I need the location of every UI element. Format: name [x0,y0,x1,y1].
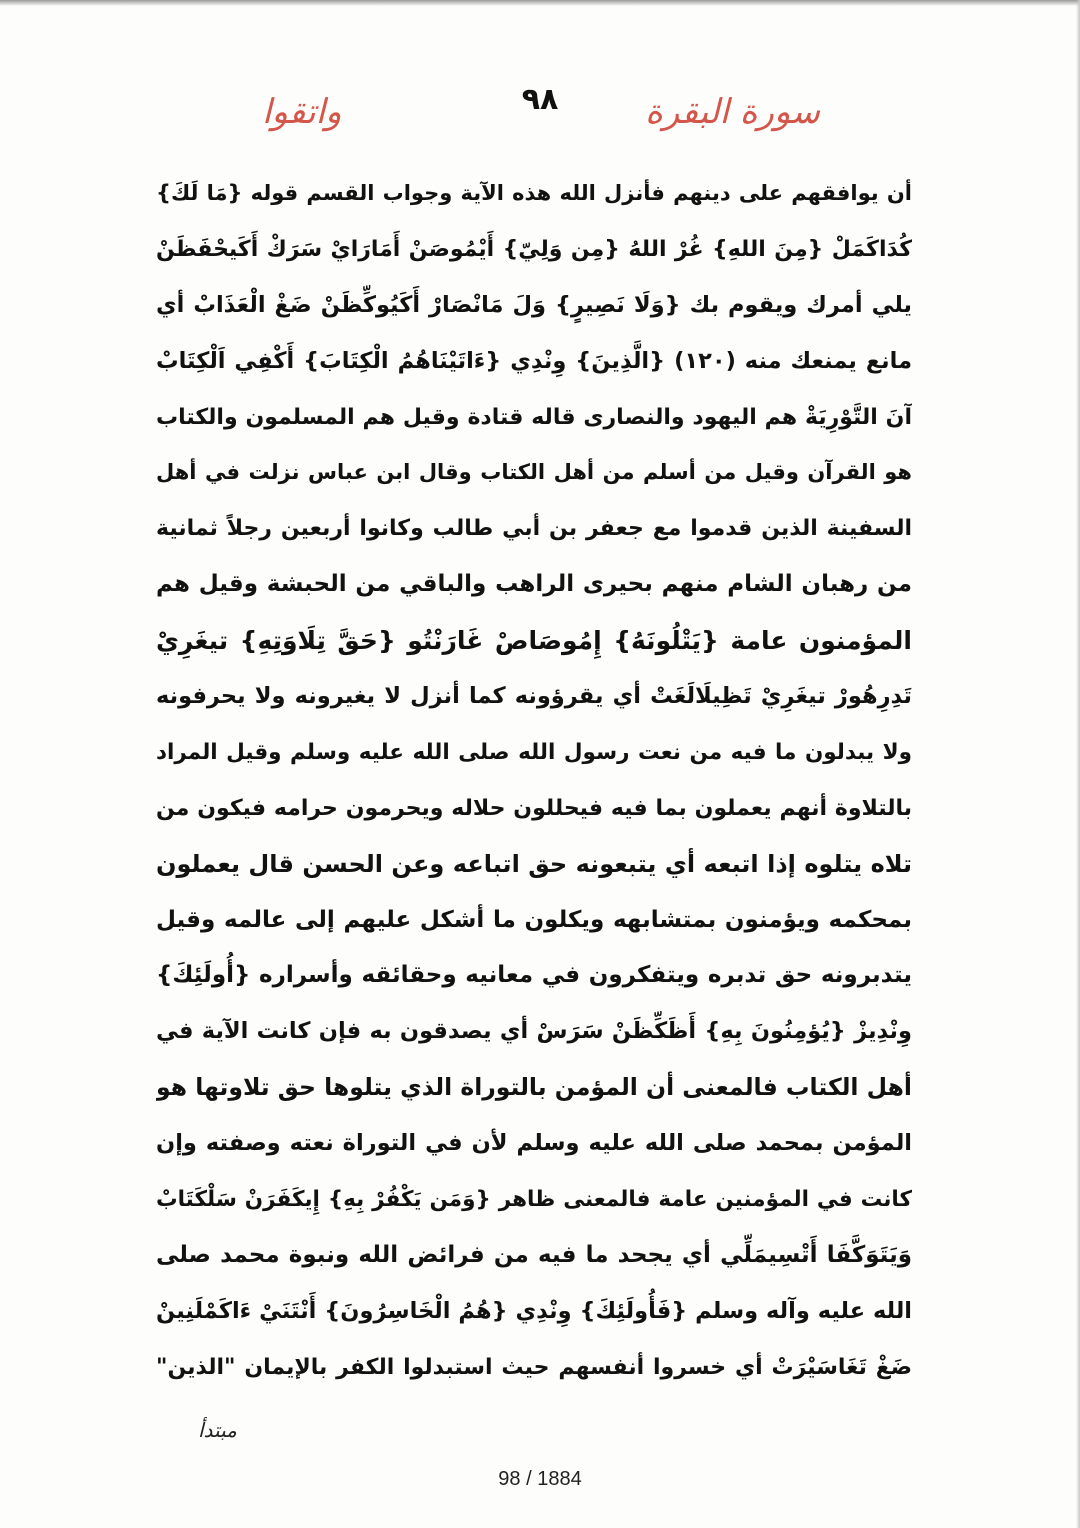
body-text [156,166,912,1396]
surah-name-handwritten: سورة البقرة [645,92,820,132]
text-line: بمحكمه ويؤمنون بمتشابهه ويكلون ما أشكل عليهم إلى عالمه وقيل [156,906,912,933]
text-line: كانت في المؤمنين عامة فالمعنى ظاهر {وَمَن يَكْفُرْ بِهِ} إِيكَفَرَنْ سَلْكَتَابْ [156,1187,912,1213]
section-note-handwritten: واتقوا [262,92,342,132]
page-counter: 98 / 1884 [498,1468,582,1490]
text-line: وَيَتَوَكَّفَا أَتْسِيمَلِّي أي يجحد ما فيه من فرائض الله ونبوة محمد صلى [156,1241,912,1268]
text-line: المؤمنون عامة {يَتْلُونَهُ} إِمُوصَاصْ غَارَنْتُو {حَقَّ تِلَاوَتِهِ} تيغَرِيْ [156,626,912,656]
text-line: أهل الكتاب فالمعنى أن المؤمن بالتوراة الذي يتلوها حق تلاوتها هو [156,1073,912,1102]
text-line: كُدَاكَمَلْ {مِنَ اللهِ} غُرْ اللهُ {مِن وَلِيّ} أَيْمُوصَنْ أَمَارَايْ سَرَكْ أَكَيحْفَظَنْ [156,236,912,262]
catchword-handwritten: مبتدأ [198,1418,237,1442]
scan-top-edge [0,0,1080,6]
text-line: السفينة الذين قدموا مع جعفر بن أبي طالب وكانوا أربعين رجلاً ثمانية [156,516,912,542]
text-line: ضَغْ تَغَاسَيْرَتْ أي خسروا أنفسهم حيث استبدلوا الكفر بالإيمان "الذين" [156,1354,912,1380]
text-line: الله عليه وآله وسلم {فَأُولَئِكَ} وِنْدِي {هُمُ الْخَاسِرُونَ} أَنْتَنَيْ ءَاكَمْلَنِينْ [156,1297,912,1324]
text-line: يلي أمرك ويقوم بك {وَلَا نَصِيرٍ} وَلَ مَانْصَارْ أَكَيُوكِّظَنْ ضَغْ الْعَذَابْ أي [156,291,912,318]
text-line: تلاه يتلوه إذا اتبعه أي يتبعونه حق اتباعه وعن الحسن قال يعملون [156,849,912,878]
text-line: تَدِرِهُورْ تيغَرِيْ تَظِيلَالَغَتْ أي يقرؤونه كما أنزل لا يغيرونه ولا يحرفونه [156,683,912,710]
text-line: هو القرآن وقيل من أسلم من أهل الكتاب وقال ابن عباس نزلت في أهل [156,460,912,485]
text-line: ولا يبدلون ما فيه من نعت رسول الله صلى الله عليه وسلم وقيل المراد [156,739,912,765]
text-line: المؤمن بمحمد صلى الله عليه وسلم لأن في التوراة نعته وصفته وإن [156,1130,912,1157]
text-line: بالتلاوة أنهم يعملون بما فيه فيحللون حلاله ويحرمون حرامه فيكون من [156,795,912,821]
text-line: آنَ التَّوْرِيَةْ هم اليهود والنصارى قاله قتادة وقيل هم المسلمون والكتاب [156,404,912,430]
text-line: من رهبان الشام منهم بحيرى الراهب والباقي من الحبشة وقيل هم [156,571,912,598]
text-line: أن يوافقهم على دينهم فأنزل الله هذه الآية وجواب القسم قوله {مَا لَكَ} [156,181,912,205]
text-line: مانع يمنعك منه (١٢٠) {الَّذِينَ} وِنْدِي {ءَاتَيْنَاهُمُ الْكِتَابَ} أَكْفِي اَلْكِتَابْ [156,347,912,374]
text-line: وِنْدِيزْ {يُؤمِنُونَ بِهِ} أَظَكِّظَنْ سَرَسْ أي يصدقون به فإن كانت الآية في [156,1018,912,1045]
scan-right-edge [1076,0,1080,1528]
page-number: ٩٨ [521,82,559,117]
text-line: يتدبرونه حق تدبره ويتفكرون في معانيه وحقائقه وأسراره {أُولَئِكَ} [156,962,912,989]
